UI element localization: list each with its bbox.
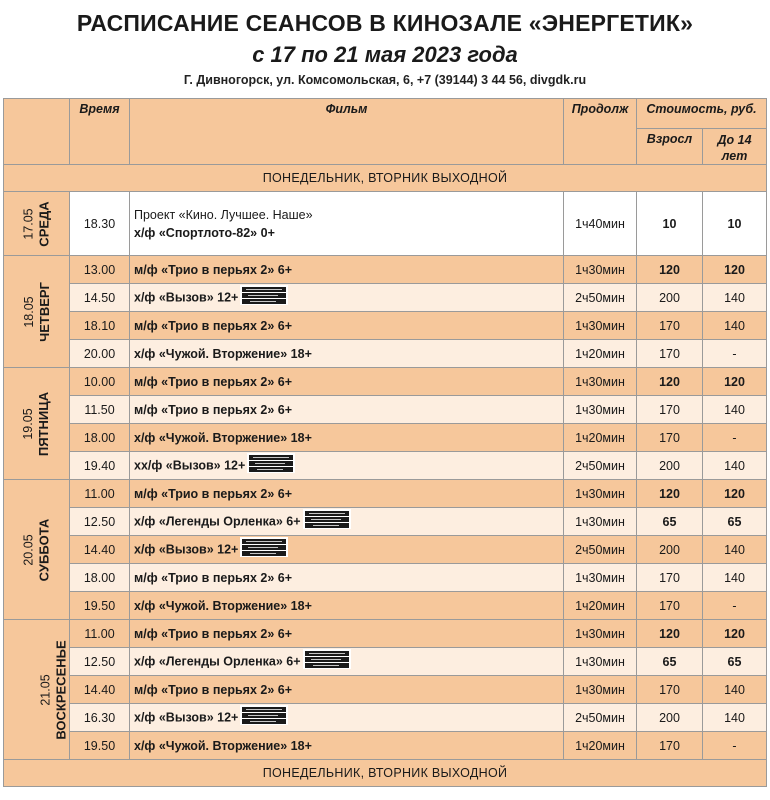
session-duration: 1ч20мин [564,592,637,620]
film-cell [130,648,564,676]
film-cell [130,564,564,592]
price-column-header: Стоимость, руб. [637,99,767,129]
film-cell [130,480,564,508]
session-time: 13.00 [70,256,130,284]
closed-days-banner-row [4,760,767,787]
session-duration: 1ч20мин [564,732,637,760]
child-price: 140 [703,704,767,732]
child-price: - [703,340,767,368]
session-time: 18.10 [70,312,130,340]
adult-price: 170 [637,564,703,592]
session-duration: 1ч30мин [564,256,637,284]
time-column-header: Время [70,99,130,165]
child-price: 10 [703,192,767,256]
adult-price: 170 [637,396,703,424]
film-title: х/ф «Легенды Орленка» 6+ [134,653,301,668]
day-date: 21.05 [38,673,53,706]
session-row [4,508,767,536]
session-duration: 1ч30мин [564,312,637,340]
duration-column-header: Продолж [564,99,637,165]
film-cell [130,368,564,396]
session-duration: 2ч50мин [564,284,637,312]
session-duration: 1ч30мин [564,396,637,424]
child-price: 120 [703,256,767,284]
film-title: х/ф «Чужой. Вторжение» 18+ [134,430,312,445]
session-time: 14.40 [70,676,130,704]
film-cell [130,312,564,340]
pushkin-card-icon [240,705,288,725]
day-cell [4,620,70,760]
film-title: м/ф «Трио в перьях 2» 6+ [134,626,292,641]
session-time: 11.00 [70,480,130,508]
session-time: 19.50 [70,732,130,760]
closed-days-banner: ПОНЕДЕЛЬНИК, ВТОРНИК ВЫХОДНОЙ [4,760,767,787]
film-column-header: Фильм [130,99,564,165]
child-price: 65 [703,508,767,536]
project-note: Проект «Кино. Лучшее. Наше» [134,207,313,222]
day-label [22,391,52,455]
child-price: 120 [703,620,767,648]
child-price: 140 [703,312,767,340]
film-title: х/ф «Чужой. Вторжение» 18+ [134,598,312,613]
child-price: - [703,592,767,620]
session-time: 18.00 [70,424,130,452]
film-title: х/ф «Легенды Орленка» 6+ [134,513,301,528]
child-price: 140 [703,676,767,704]
film-cell [130,508,564,536]
day-cell [4,192,70,256]
session-time: 14.50 [70,284,130,312]
day-cell [4,368,70,480]
session-duration: 1ч30мин [564,676,637,704]
day-name: СРЕДА [36,200,52,247]
session-row [4,536,767,564]
child-price: 65 [703,648,767,676]
session-time: 12.50 [70,648,130,676]
child-price: 140 [703,452,767,480]
adult-price: 65 [637,648,703,676]
day-date: 20.05 [21,533,36,566]
adult-price: 65 [637,508,703,536]
film-cell [130,192,564,256]
session-duration: 1ч30мин [564,508,637,536]
session-row [4,732,767,760]
day-label [21,282,51,342]
session-time: 19.50 [70,592,130,620]
film-title: х/ф «Вызов» 12+ [134,541,239,556]
day-cell [4,256,70,368]
child-price: 140 [703,536,767,564]
child-price: 140 [703,564,767,592]
adult-price: 200 [637,704,703,732]
day-date: 18.05 [21,295,36,328]
film-cell [130,424,564,452]
day-date: 17.05 [21,207,36,240]
film-cell [130,704,564,732]
pushkin-card-icon [240,285,288,305]
adult-price: 200 [637,452,703,480]
film-title: хх/ф «Вызов» 12+ [134,457,246,472]
adult-price: 170 [637,592,703,620]
session-row [4,452,767,480]
session-duration: 1ч30мин [564,368,637,396]
film-cell [130,536,564,564]
film-cell [130,676,564,704]
cinema-address: Г. Дивногорск, ул. Комсомольская, 6, +7 (39144) 3 44 56, divgdk.ru [183,73,587,87]
session-row [4,564,767,592]
adult-price: 170 [637,340,703,368]
day-cell [4,480,70,620]
film-cell [130,396,564,424]
session-time: 18.00 [70,564,130,592]
session-time: 19.40 [70,452,130,480]
session-time: 18.30 [70,192,130,256]
child-price-header: До 14 лет [703,129,767,165]
date-range: с 17 по 21 мая 2023 года [252,42,518,67]
film-cell [130,284,564,312]
session-time: 14.40 [70,536,130,564]
closed-days-banner-row [4,165,767,192]
session-time: 10.00 [70,368,130,396]
session-row [4,368,767,396]
day-date: 19.05 [21,407,36,440]
session-row [4,704,767,732]
child-price: 120 [703,368,767,396]
session-row [4,396,767,424]
child-price: 140 [703,284,767,312]
film-title: х/ф «Чужой. Вторжение» 18+ [134,738,312,753]
session-row [4,312,767,340]
adult-price: 200 [637,536,703,564]
day-label [22,518,52,581]
session-duration: 1ч30мин [564,480,637,508]
day-name: ВОСКРЕСЕНЬЕ [53,639,69,740]
session-row [4,340,767,368]
film-title: х/ф «Чужой. Вторжение» 18+ [134,346,312,361]
pushkin-card-icon [247,453,295,473]
film-title: х/ф «Вызов» 12+ [134,289,239,304]
session-row [4,676,767,704]
session-duration: 2ч50мин [564,704,637,732]
pushkin-card-icon [303,509,351,529]
film-cell [130,256,564,284]
film-title: м/ф «Трио в перьях 2» 6+ [134,570,292,585]
film-cell [130,340,564,368]
film-title: м/ф «Трио в перьях 2» 6+ [134,486,292,501]
session-row [4,592,767,620]
session-time: 11.50 [70,396,130,424]
session-row [4,256,767,284]
film-title: м/ф «Трио в перьях 2» 6+ [134,402,292,417]
closed-days-banner: ПОНЕДЕЛЬНИК, ВТОРНИК ВЫХОДНОЙ [4,165,767,192]
adult-price: 120 [637,620,703,648]
session-row [4,620,767,648]
session-row [4,480,767,508]
session-duration: 1ч30мин [564,620,637,648]
session-duration: 2ч50мин [564,452,637,480]
adult-price: 170 [637,676,703,704]
session-duration: 1ч20мин [564,340,637,368]
adult-price: 120 [637,480,703,508]
schedule-table [3,98,767,787]
film-title: м/ф «Трио в перьях 2» 6+ [134,374,292,389]
adult-price: 170 [637,312,703,340]
session-duration: 2ч50мин [564,536,637,564]
session-row [4,648,767,676]
day-label [39,640,69,739]
film-title: м/ф «Трио в перьях 2» 6+ [134,318,292,333]
film-cell [130,732,564,760]
adult-price: 170 [637,424,703,452]
adult-price: 200 [637,284,703,312]
day-name: СУББОТА [36,518,52,581]
film-title: х/ф «Спортлото-82» 0+ [134,225,275,240]
film-cell [130,592,564,620]
day-label [21,201,51,246]
session-time: 20.00 [70,340,130,368]
session-duration: 1ч40мин [564,192,637,256]
session-duration: 1ч30мин [564,564,637,592]
adult-price: 10 [637,192,703,256]
session-time: 12.50 [70,508,130,536]
day-name: ПЯТНИЦА [36,391,52,456]
page-title: РАСПИСАНИЕ СЕАНСОВ В КИНОЗАЛЕ «ЭНЕРГЕТИК» [76,10,694,36]
adult-price: 170 [637,732,703,760]
session-time: 11.00 [70,620,130,648]
film-title: м/ф «Трио в перьях 2» 6+ [134,262,292,277]
film-cell [130,452,564,480]
film-cell [130,620,564,648]
child-price: 120 [703,480,767,508]
film-line [134,224,559,242]
pushkin-card-icon [240,537,288,557]
session-time: 16.30 [70,704,130,732]
child-price: - [703,732,767,760]
day-column-header [4,99,70,165]
child-price: 140 [703,396,767,424]
adult-price: 120 [637,368,703,396]
film-title: м/ф «Трио в перьях 2» 6+ [134,682,292,697]
session-row [4,424,767,452]
child-price: - [703,424,767,452]
day-name: ЧЕТВЕРГ [36,281,52,342]
film-title: х/ф «Вызов» 12+ [134,709,239,724]
session-duration: 1ч20мин [564,424,637,452]
adult-price-header: Взросл [637,129,703,165]
pushkin-card-icon [303,649,351,669]
session-row [4,192,767,256]
session-duration: 1ч30мин [564,648,637,676]
table-header-row [4,99,767,129]
session-row [4,284,767,312]
adult-price: 120 [637,256,703,284]
